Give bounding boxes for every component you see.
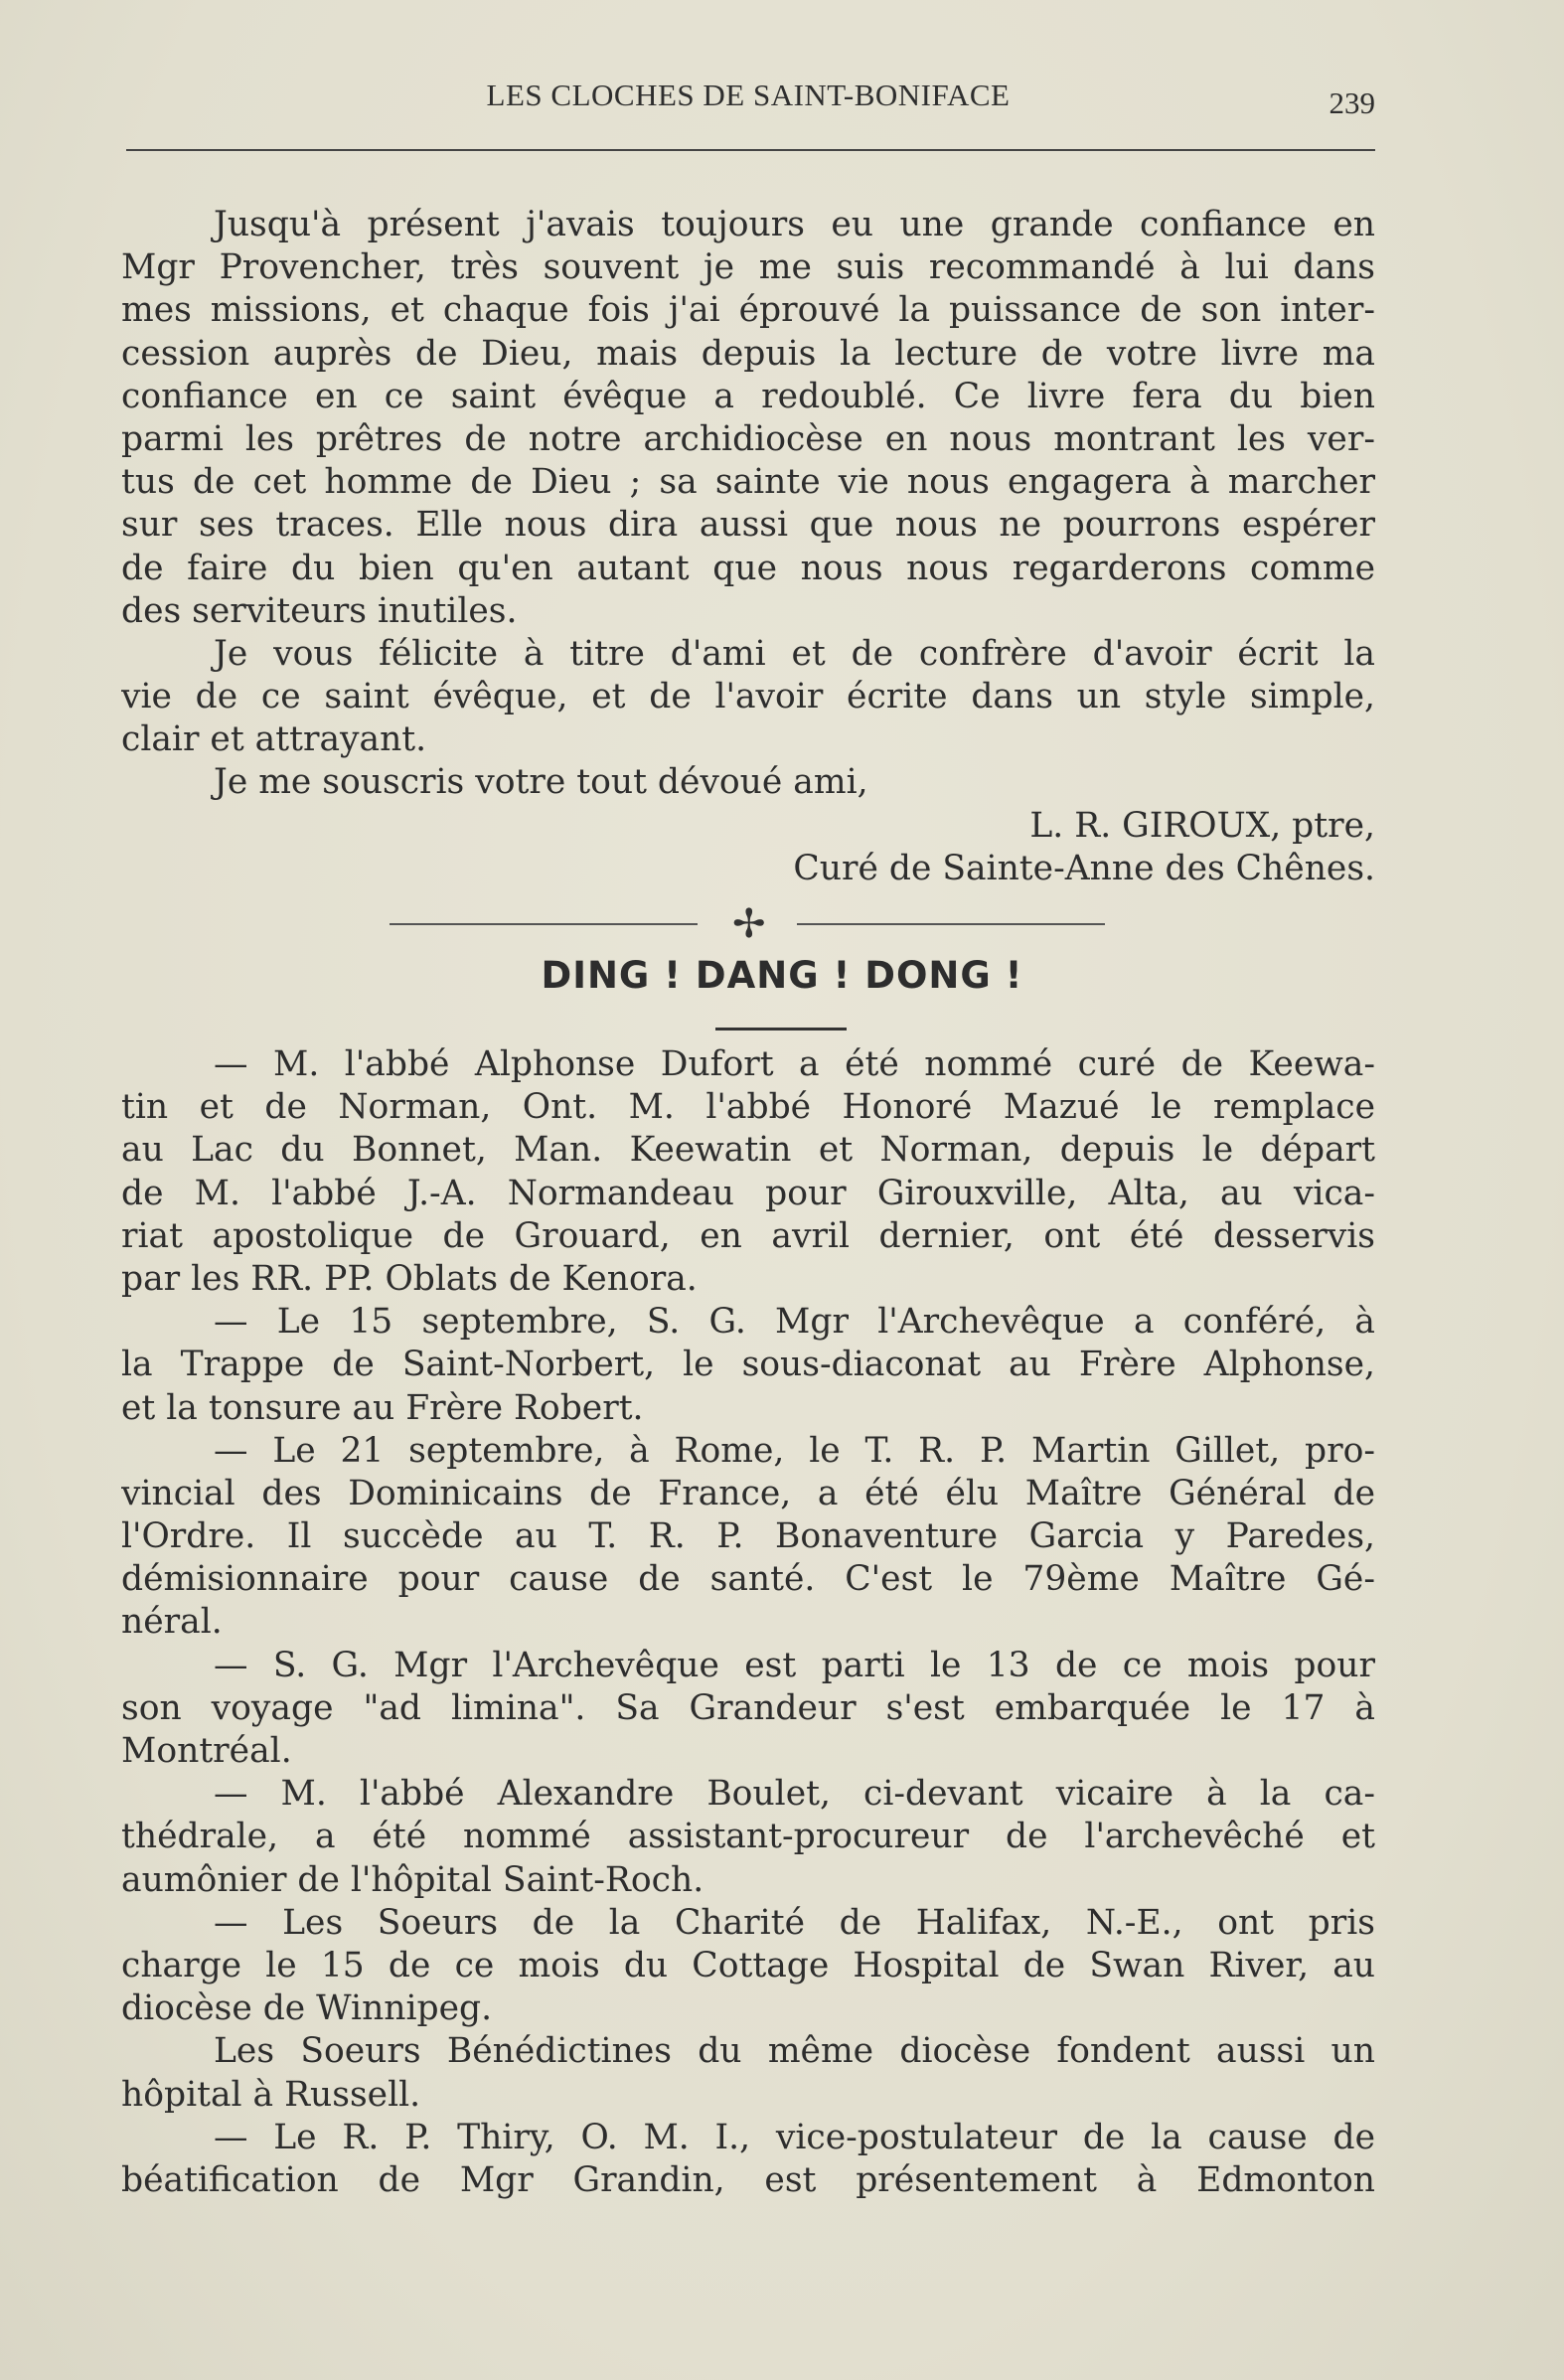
text-line: — Le 15 septembre, S. G. Mgr l'Archevêque a conféré, à	[214, 1302, 1375, 1343]
divider-rule-right	[797, 923, 1105, 925]
text-line: hôpital à Russell.	[121, 2074, 421, 2115]
text-line: mes missions, et chaque fois j'ai éprouvé la puissance de son inter-	[121, 290, 1375, 331]
section-title: DING ! DANG ! DONG !	[541, 954, 1023, 997]
text-line: parmi les prêtres de notre archidiocèse en nous montrant les ver-	[121, 418, 1375, 459]
text-line: — Les Soeurs de la Charité de Halifax, N.-E., ont pris	[214, 1902, 1375, 1943]
divider-rule-left	[390, 923, 698, 925]
text-line: riat apostolique de Grouard, en avril dernier, ont été desservis	[121, 1215, 1375, 1256]
text-line: sur ses traces. Elle nous dira aussi que nous ne pourrons espérer	[121, 505, 1375, 546]
text-line: Je me souscris votre tout dévoué ami,	[214, 762, 868, 803]
text-line: de faire du bien qu'en autant que nous nous regarderons comme	[121, 548, 1375, 588]
signature: L. R. GIROUX, ptre,	[1029, 806, 1375, 846]
text-line: thédrale, a été nommé assistant-procureur de l'archevêché et	[121, 1817, 1375, 1857]
page-header	[121, 78, 1375, 120]
text-line: clair et attrayant.	[121, 719, 427, 760]
text-line: démisionnaire pour cause de santé. C'est le 79ème Maître Gé-	[121, 1559, 1375, 1600]
text-line: diocèse de Winnipeg.	[121, 1988, 493, 2029]
text-line: l'Ordre. Il succède au T. R. P. Bonaventure Garcia y Paredes,	[121, 1516, 1375, 1557]
text-line: de M. l'abbé J.-A. Normandeau pour Girouxville, Alta, au vica-	[121, 1173, 1375, 1213]
text-line: — S. G. Mgr l'Archevêque est parti le 13 de ce mois pour	[214, 1645, 1375, 1685]
cross-icon: ✢	[732, 901, 766, 947]
text-line: et la tonsure au Frère Robert.	[121, 1387, 644, 1428]
running-title: LES CLOCHES DE SAINT-BONIFACE	[486, 78, 1011, 112]
text-line: Mgr Provencher, très souvent je me suis recommandé à lui dans	[121, 247, 1375, 288]
text-line: par les RR. PP. Oblats de Kenora.	[121, 1258, 698, 1299]
text-line: au Lac du Bonnet, Man. Keewatin et Norman, depuis le départ	[121, 1130, 1375, 1171]
text-line: — M. l'abbé Alphonse Dufort a été nommé curé de Keewa-	[214, 1044, 1375, 1084]
text-line: Jusqu'à présent j'avais toujours eu une grande confiance en	[214, 205, 1375, 244]
text-line: vie de ce saint évêque, et de l'avoir écrite dans un style simple,	[121, 677, 1375, 717]
text-line: Je vous félicite à titre d'ami et de confrère d'avoir écrit la	[214, 633, 1375, 674]
title-underline	[715, 1028, 847, 1031]
text-line: charge le 15 de ce mois du Cottage Hospital de Swan River, au	[121, 1945, 1375, 1985]
text-line: la Trappe de Saint-Norbert, le sous-diaconat au Frère Alphonse,	[121, 1345, 1375, 1385]
text-line: béatification de Mgr Grandin, est présentement à Edmonton	[121, 2159, 1375, 2200]
section-divider	[390, 899, 1105, 949]
letter-body	[121, 204, 1375, 805]
signature-place: Curé de Sainte-Anne des Chênes.	[793, 849, 1375, 888]
text-line: cession auprès de Dieu, mais depuis la lecture de votre livre ma	[121, 333, 1375, 374]
text-line: néral.	[121, 1602, 223, 1643]
text-line: — Le 21 septembre, à Rome, le T. R. P. Martin Gillet, pro-	[214, 1430, 1375, 1471]
text-line: Montréal.	[121, 1731, 292, 1771]
news-body	[121, 1043, 1375, 2202]
text-line: son voyage "ad limina". Sa Grandeur s'est embarquée le 17 à	[121, 1687, 1375, 1728]
text-line: Les Soeurs Bénédictines du même diocèse fondent aussi un	[214, 2031, 1375, 2072]
text-line: des serviteurs inutiles.	[121, 590, 518, 631]
header-rule	[126, 149, 1375, 151]
text-line: tus de cet homme de Dieu ; sa sainte vie nous engagera à marcher	[121, 462, 1375, 503]
text-line: tin et de Norman, Ont. M. l'abbé Honoré Mazué le remplace	[121, 1087, 1375, 1128]
text-line: aumônier de l'hôpital Saint-Roch.	[121, 1859, 704, 1900]
page-number: 239	[1329, 85, 1375, 120]
text-line: confiance en ce saint évêque a redoublé. Ce livre fera du bien	[121, 376, 1375, 416]
text-line: — Le R. P. Thiry, O. M. I., vice-postulateur de la cause de	[214, 2117, 1375, 2157]
text-line: vincial des Dominicains de France, a été élu Maître Général de	[121, 1473, 1375, 1513]
text-line: — M. l'abbé Alexandre Boulet, ci-devant vicaire à la ca-	[214, 1774, 1375, 1815]
